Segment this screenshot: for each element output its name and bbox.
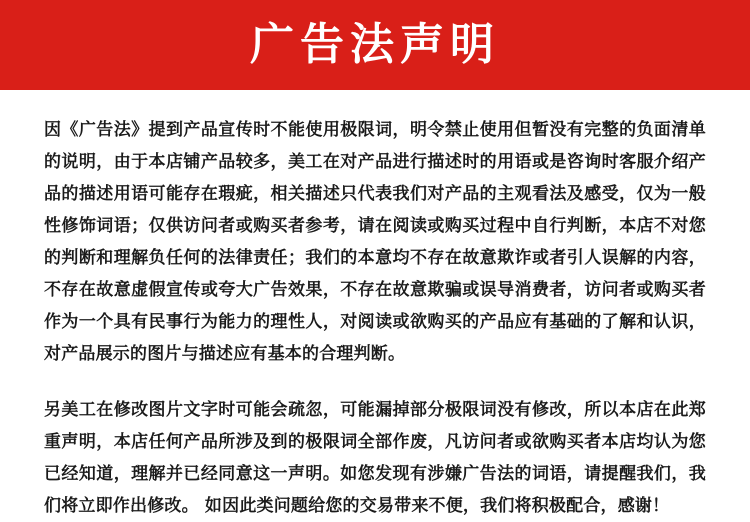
statement-paragraph-1: 因《广告法》提到产品宣传时不能使用极限词，明令禁止使用但暂没有完整的负面清单的说明，由于本店铺产品较多，美工在对产品进行描述时的用语或是咨询时客服介绍产品的描述用语可能存在瑕疵，相关描述只代表我们对产品的主观看法及感受，仅为一般性修饰词语；仅供访问者或购买者参考，请在阅读或购买过程中自行判断，本店不对您的判断和理解负任何的法律责任；我们的本意均不存在故意欺诈或者引人误解的内容，不存在故意虚假宣传或夸大广告效果，不存在故意欺骗或误导消费者，访问者或购买者作为一个具有民事行为能力的理性人，对阅读或欲购买的产品应有基础的了解和认识，对产品展示的图片与描述应有基本的合理判断。 — [44, 120, 706, 364]
page-title: 广告法声明 — [250, 19, 500, 70]
statement-paragraph-2: 另美工在修改图片文字时可能会疏忽，可能漏掉部分极限词没有修改，所以本店在此郑重声明，本店任何产品所涉及到的极限词全部作废，凡访问者或欲购买者本店均认为您已经知道，理解并已经同意这一声明。如您发现有涉嫌广告法的词语，请提醒我们，我们将立即作出修改。 如因此类问题给您的交易带来不便，我们将积极配合，感谢！ — [44, 400, 706, 516]
page-banner — [0, 0, 750, 90]
statement-body — [0, 90, 750, 522]
